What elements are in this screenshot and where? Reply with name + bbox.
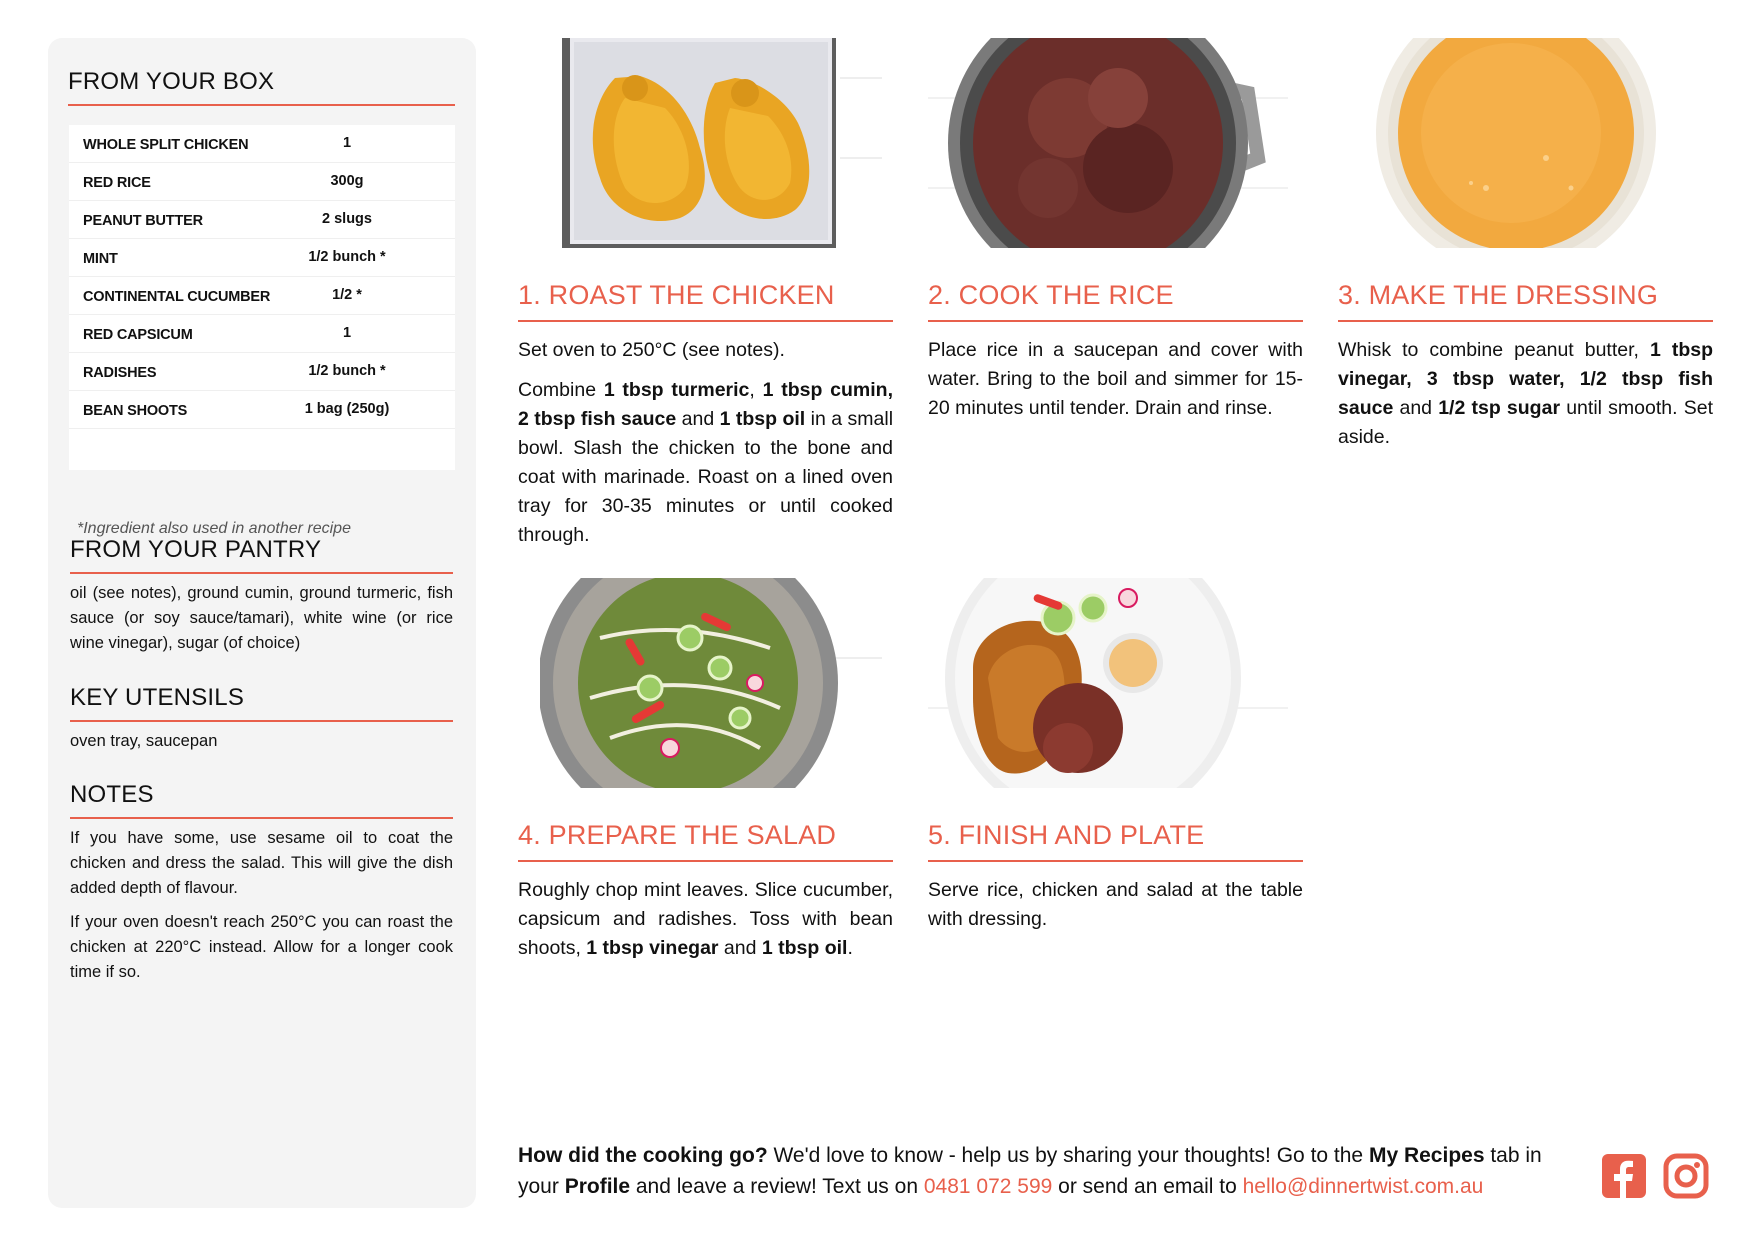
step-text-run: Roughly chop mint leaves. Slice cucumber, capsicum and radishes. Toss with bean shoots, — [518, 879, 893, 959]
ingredient-name: MINT — [83, 251, 118, 267]
ingredient-qty: 1/2 * — [332, 287, 362, 303]
step-text-run: and — [676, 408, 720, 430]
step-4-text — [518, 876, 893, 963]
from-your-pantry-title: FROM YOUR PANTRY — [70, 536, 322, 563]
section-divider — [70, 572, 453, 574]
review-prompt — [518, 1140, 1578, 1202]
ingredient-row — [69, 239, 455, 277]
ingredient-name: RED CAPSICUM — [83, 327, 193, 343]
bold-ingredient-text: 1 tbsp oil — [761, 937, 848, 959]
bold-ingredient-text: 1 tbsp oil — [719, 408, 806, 430]
ingredient-name: BEAN SHOOTS — [83, 403, 188, 419]
key-utensils-title: KEY UTENSILS — [70, 684, 245, 711]
step-4-title: 4. PREPARE THE SALAD — [518, 820, 837, 850]
step-divider — [1338, 320, 1713, 322]
ingredient-qty: 1 — [342, 135, 352, 151]
note-paragraph: If your oven doesn't reach 250°C you can roast the chicken at 220°C instead. Allow for a longer cook time if so. — [70, 913, 453, 981]
pantry-text: oil (see notes), ground cumin, ground turmeric, fish sauce (or soy sauce/tamari), white wine (or rice wine vinegar), sugar (of choice) — [70, 584, 453, 652]
step-divider — [518, 320, 893, 322]
ingredient-row — [69, 125, 455, 163]
profile-link[interactable]: Profile — [564, 1175, 631, 1198]
ingredient-row — [69, 201, 455, 239]
ingredient-qty: 1 bag (250g) — [304, 401, 390, 417]
ingredient-name: RADISHES — [83, 365, 157, 381]
facebook-icon[interactable] — [1600, 1152, 1648, 1200]
step-1-title: 1. ROAST THE CHICKEN — [518, 280, 835, 310]
step-divider — [928, 320, 1303, 322]
from-your-box-title: FROM YOUR BOX — [68, 68, 275, 95]
step-divider — [928, 860, 1303, 862]
instagram-icon[interactable] — [1662, 1152, 1710, 1200]
ingredient-qty: 1 — [342, 325, 352, 341]
ingredients-sidebar — [48, 38, 476, 1208]
bold-ingredient-text: 1 tbsp vinegar — [586, 937, 719, 959]
section-divider — [70, 720, 453, 722]
step-2-photo — [928, 38, 1288, 248]
ingredient-name: PEANUT BUTTER — [83, 213, 203, 229]
ingredient-qty: 2 slugs — [322, 211, 372, 227]
ingredients-table — [69, 125, 455, 470]
utensils-text: oven tray, saucepan — [70, 732, 218, 750]
step-5-title: 5. FINISH AND PLATE — [928, 820, 1205, 850]
ingredient-qty: 1/2 bunch * — [308, 363, 386, 379]
my-recipes-link[interactable]: My Recipes — [1368, 1144, 1485, 1167]
section-divider — [68, 104, 455, 106]
step-3-photo — [1336, 38, 1696, 248]
step-text-run: Whisk to combine peanut butter, — [1338, 339, 1650, 361]
step-text-run: in a small bowl. Slash the chicken to the bone and coat with marinade. Roast on a lined oven tray for 30-35 minutes or until cooked through. — [518, 408, 894, 546]
phone-link[interactable]: 0481 072 599 — [923, 1175, 1053, 1198]
ingredient-row — [69, 277, 455, 315]
step-1-text-setup: Set oven to 250°C (see notes). — [518, 339, 785, 361]
ingredient-qty: 1/2 bunch * — [308, 249, 386, 265]
step-2-text: Place rice in a saucepan and cover with water. Bring to the boil and simmer for 15-20 minutes until tender. Drain and rinse. — [928, 339, 1303, 419]
step-text-run: and — [718, 937, 762, 959]
review-text: and leave a review! Text us on — [630, 1175, 924, 1198]
step-text-run: . — [847, 937, 853, 959]
ingredient-footnote: *Ingredient also used in another recipe — [77, 520, 351, 537]
bold-ingredient-text: 1 tbsp vinegar, 3 tbsp water, 1/2 tbsp fish sauce — [1338, 339, 1713, 419]
step-5-photo — [928, 578, 1288, 788]
bold-ingredient-text: 1/2 tsp sugar — [1438, 397, 1561, 419]
step-3-text — [1338, 336, 1713, 452]
step-4-photo — [540, 578, 882, 788]
step-1-text-method — [518, 376, 893, 550]
step-text-run: and — [1393, 397, 1439, 419]
note-paragraph: If you have some, use sesame oil to coat the chicken and dress the salad. This will give the dish added depth of flavour. — [70, 829, 453, 897]
ingredient-row — [69, 391, 455, 429]
email-link[interactable]: hello@dinnertwist.com.au — [1242, 1175, 1484, 1198]
step-3-title: 3. MAKE THE DRESSING — [1338, 280, 1659, 310]
ingredient-row — [69, 163, 455, 201]
ingredient-name: CONTINENTAL CUCUMBER — [83, 289, 271, 305]
ingredient-name: RED RICE — [83, 175, 151, 191]
step-text-run: , — [749, 379, 763, 401]
review-text: tab in your — [518, 1144, 1542, 1198]
ingredient-qty: 300g — [330, 173, 364, 189]
step-text-run: until smooth. Set aside. — [1338, 397, 1713, 448]
review-question: How did the cooking go? — [518, 1144, 768, 1167]
step-1-photo — [540, 38, 882, 248]
section-divider — [70, 817, 453, 819]
review-text: or send an email to — [1052, 1175, 1243, 1198]
step-text-run: Combine — [518, 379, 604, 401]
step-5-text: Serve rice, chicken and salad at the table with dressing. — [928, 879, 1303, 930]
bold-ingredient-text: 1 tbsp turmeric — [603, 379, 750, 401]
notes-title: NOTES — [70, 781, 154, 808]
step-divider — [518, 860, 893, 862]
ingredient-name: WHOLE SPLIT CHICKEN — [83, 137, 249, 153]
ingredient-row — [69, 353, 455, 391]
review-text: We'd love to know - help us by sharing your thoughts! Go to the — [767, 1144, 1369, 1167]
bold-ingredient-text: 1 tbsp cumin, 2 tbsp fish sauce — [518, 379, 894, 430]
ingredient-row — [69, 315, 455, 353]
step-2-title: 2. COOK THE RICE — [928, 280, 1174, 310]
